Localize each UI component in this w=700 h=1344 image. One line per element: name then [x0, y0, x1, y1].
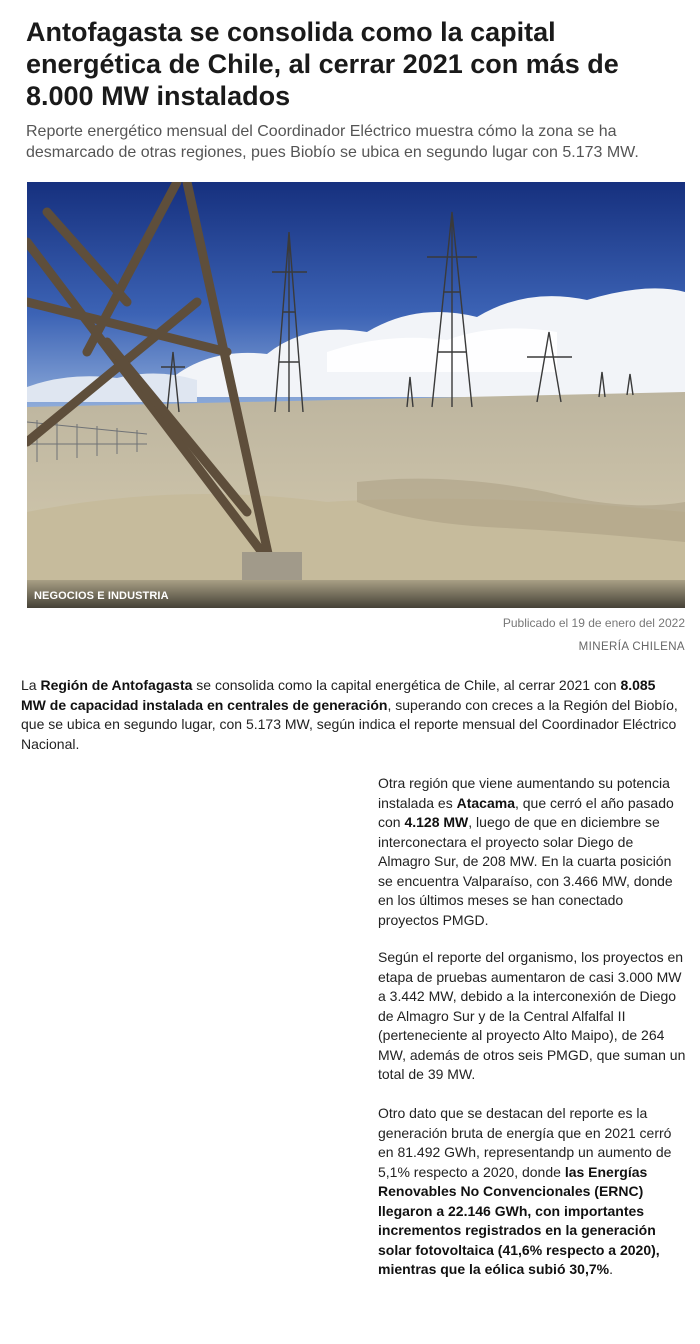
text: . [609, 1261, 613, 1277]
text: Según el reporte del organismo, los proyectos en etapa de pruebas aumentaron de casi 3.000 MW a 3.442 MW, debido a la interconexión de Diego de Almagro Sur y de la Central Alfalfal II (perteneciente al proyecto Alto Maipo), de 264 MW, además de otros seis PMGD, que suman un total de 39 MW. [378, 949, 686, 1082]
text: , que cerró el año pasado con [378, 794, 674, 830]
text: , superando con creces a la Región del Biobío, que se ubica en segundo lugar, con 5.173 MW, según indica el reporte mensual del Coordinador Eléctrico Nacional. [21, 696, 678, 752]
bold-text: 4.128 MW [404, 814, 469, 830]
text: La [21, 677, 41, 693]
paragraph-2 [378, 774, 686, 930]
hero-image[interactable] [27, 182, 685, 608]
bold-text: las Energías Renovables No Convencionales (ERNC) llegaron a 22.146 GWh, con importantes incrementos registrados en la generación solar fotovoltaica (41,6% respecto a 2020), mientras que la eólica subió 30,7% [378, 1163, 660, 1277]
text: se consolida como la capital energética de Chile, al cerrar 2021 con [192, 677, 621, 693]
source-label[interactable]: MINERÍA CHILENA [578, 641, 685, 653]
text: Otro dato que se destacan del reporte es la generación bruta de energía que en 2021 cerró en 81.492 GWh, representandp un aumento de 5,1% respecto a 2020, donde [378, 1105, 672, 1180]
bold-text: 8.085 MW de capacidad instalada en centrales de generación [21, 677, 656, 713]
published-date: Publicado el 19 de enero del 2022 [502, 616, 685, 630]
category-overlay [27, 580, 685, 608]
article-subtitle: Reporte energético mensual del Coordinador Eléctrico muestra cómo la zona se ha desmarcado de otras regiones, pues Biobío se ubica en segundo lugar con 5.173 MW. [26, 123, 639, 161]
paragraph-3 [378, 948, 686, 1085]
paragraph-1 [21, 676, 683, 754]
bold-text: Atacama [456, 794, 515, 811]
bold-text: Región de Antofagasta [40, 677, 193, 693]
article-title: Antofagasta se consolida como la capital energética de Chile, al cerrar 2021 con más de 8.000 MW instalados [26, 17, 619, 111]
category-label[interactable]: NEGOCIOS E INDUSTRIA [34, 590, 169, 602]
text: Otra región que viene aumentando su potencia instalada es [378, 775, 670, 811]
text: , luego de que en diciembre se interconectara el proyecto solar Diego de Almagro Sur, de 208 MW. En la cuarta posición se encuentra Valparaíso, con 3.466 MW, donde en los últimos meses se han conectado proyectos PMGD. [378, 814, 673, 928]
paragraph-4 [378, 1104, 686, 1280]
power-lines-desert-photo [27, 182, 685, 608]
